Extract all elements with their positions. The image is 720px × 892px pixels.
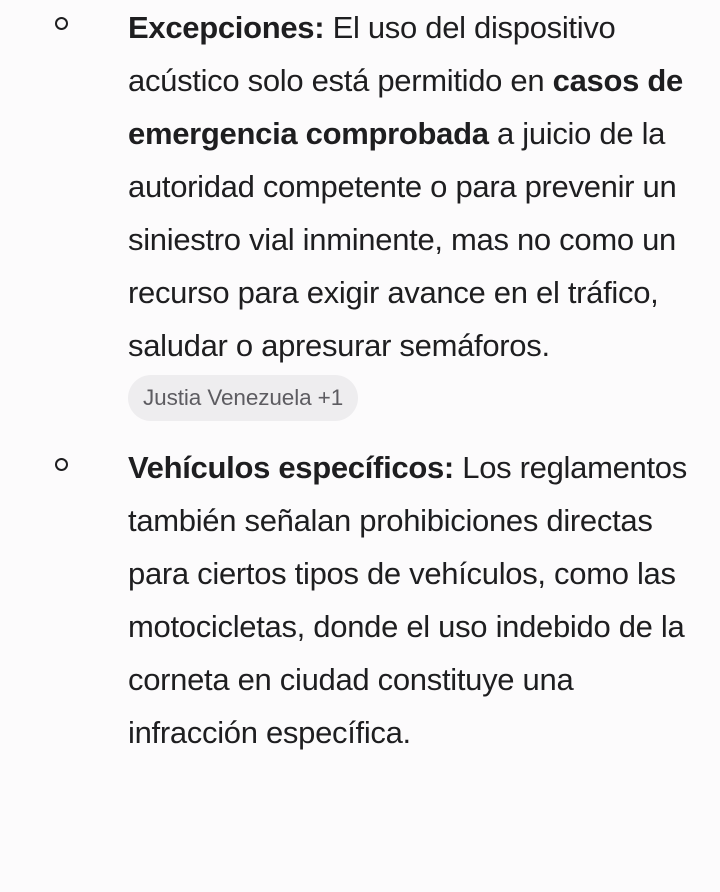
exceptions-text-b: a juicio de la autoridad competente o para prevenir un siniestro vial inminente, mas no como un recurso para exigir avance en el tráfico, saludar o apresurar semáforos. [128, 116, 677, 363]
hollow-circle-bullet-icon [55, 458, 68, 471]
source-chip[interactable]: Justia Venezuela +1 [128, 375, 358, 421]
exceptions-paragraph [128, 1, 688, 372]
exceptions-emphasis: casos de emergencia comprobada [128, 63, 683, 151]
list-item-exceptions [0, 0, 720, 421]
exceptions-text-a: El uso del dispositivo acústico solo está permitido en [128, 10, 616, 98]
vehicles-label: Vehículos específicos: [128, 450, 454, 485]
hollow-circle-bullet-icon [55, 17, 68, 30]
vehicles-paragraph [128, 441, 688, 759]
list-item-specific-vehicles [0, 441, 720, 759]
exceptions-label: Excepciones: [128, 10, 325, 45]
vehicles-text: Los reglamentos también señalan prohibiciones directas para ciertos tipos de vehículos, como las motocicletas, donde el uso indebido de la corneta en ciudad constituye una infracción específica. [128, 450, 687, 750]
